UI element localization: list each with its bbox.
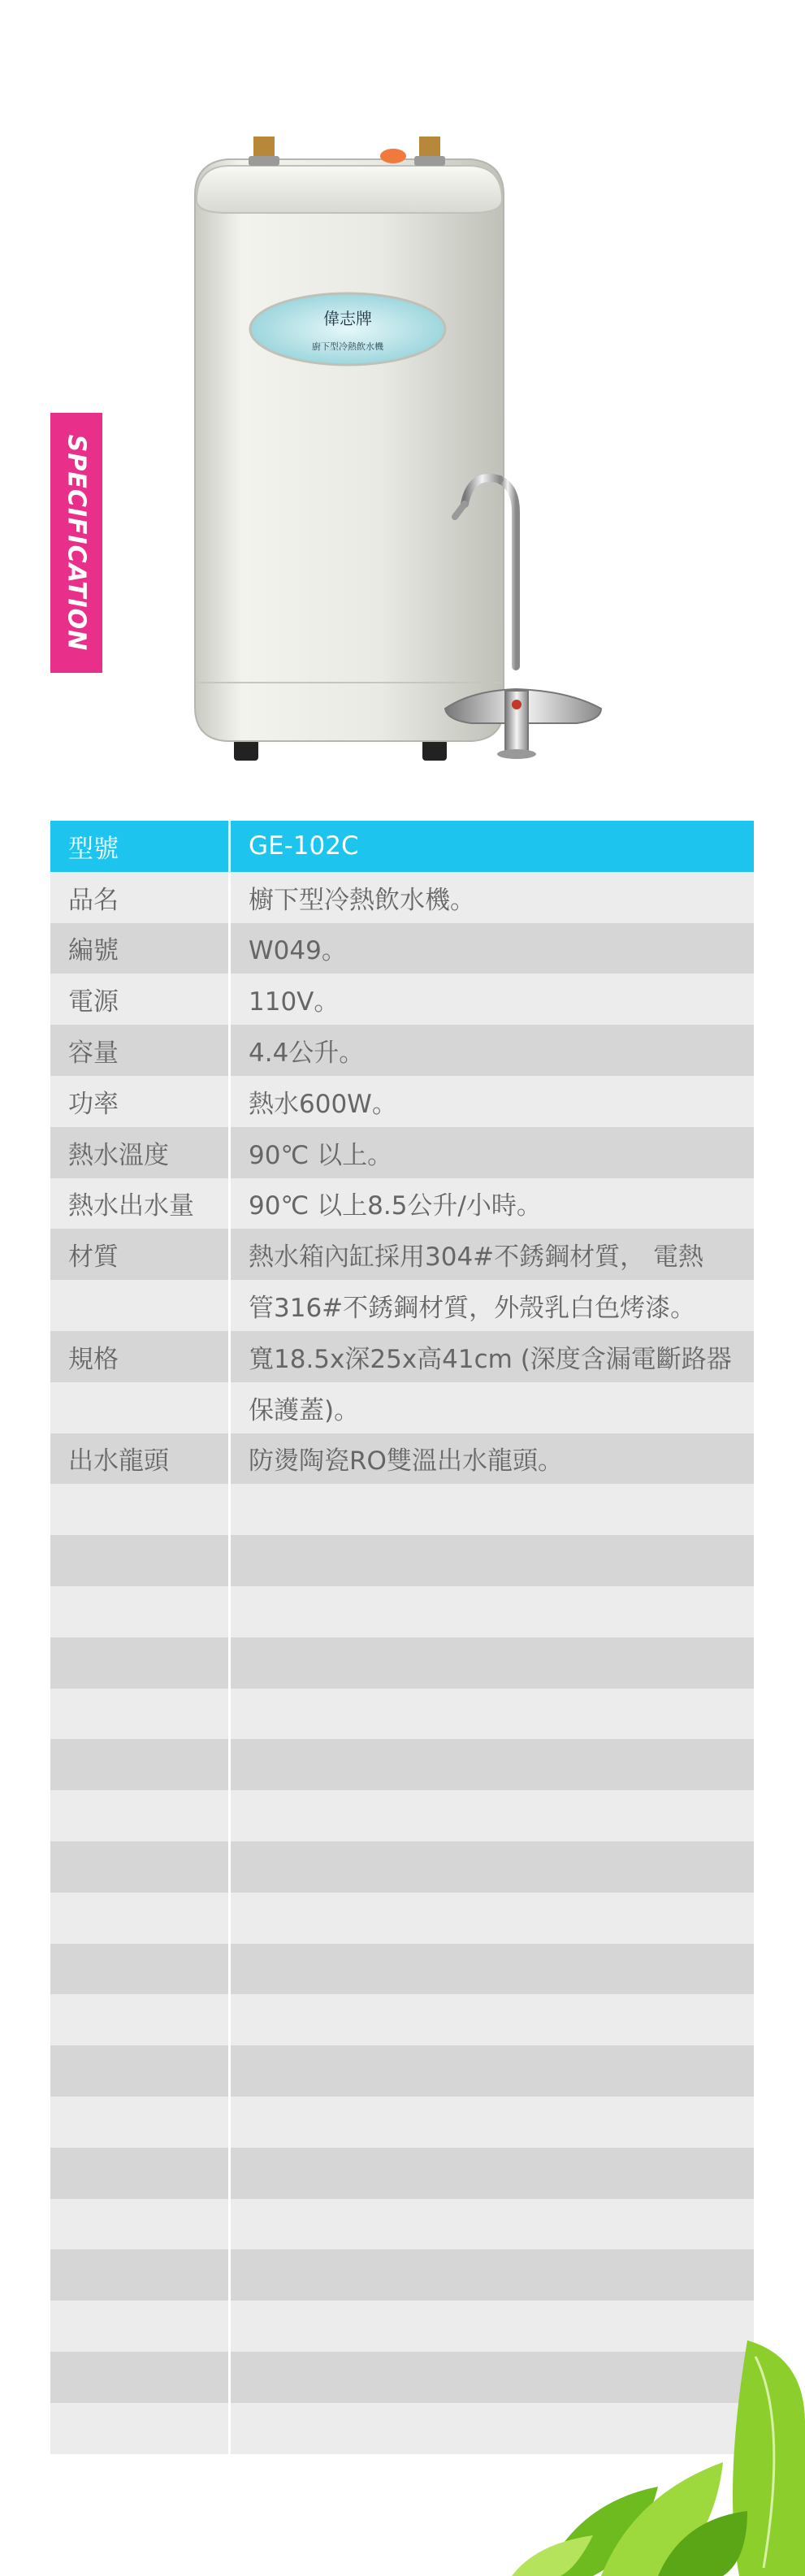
spec-value: 110V。 xyxy=(231,974,754,1025)
spec-row xyxy=(50,923,754,974)
spec-value: 管316#不銹鋼材質，外殼乳白色烤漆。 xyxy=(231,1280,754,1331)
empty-table-row xyxy=(50,2097,754,2148)
empty-table-row xyxy=(50,1790,754,1841)
spec-row xyxy=(50,1229,754,1280)
spec-value: 4.4公升。 xyxy=(231,1025,754,1076)
empty-key-cell xyxy=(50,1586,231,1637)
spec-value: 防燙陶瓷RO雙溫出水龍頭。 xyxy=(231,1433,754,1485)
empty-key-cell xyxy=(50,2301,231,2352)
water-dispenser-image xyxy=(179,122,634,788)
empty-value-cell xyxy=(231,1994,754,2045)
spec-row xyxy=(50,974,754,1025)
empty-key-cell xyxy=(50,1841,231,1893)
spec-key: 功率 xyxy=(50,1076,231,1127)
empty-key-cell xyxy=(50,1944,231,1995)
spec-row xyxy=(50,1076,754,1127)
spec-key: 材質 xyxy=(50,1229,231,1280)
empty-value-cell xyxy=(231,1484,754,1535)
empty-value-cell xyxy=(231,2097,754,2148)
empty-key-cell xyxy=(50,1689,231,1740)
empty-key-cell xyxy=(50,2249,231,2301)
spec-key: 電源 xyxy=(50,974,231,1025)
empty-table-row xyxy=(50,1841,754,1893)
spec-header-value: GE-102C xyxy=(231,821,754,872)
empty-value-cell xyxy=(231,1535,754,1586)
empty-key-cell xyxy=(50,1893,231,1944)
empty-table-row xyxy=(50,2148,754,2199)
spec-key xyxy=(50,1280,231,1331)
specification-label: SPECIFICATION xyxy=(62,434,91,652)
empty-value-cell xyxy=(231,1841,754,1893)
empty-value-cell xyxy=(231,1790,754,1841)
spec-key: 規格 xyxy=(50,1331,231,1382)
spec-key xyxy=(50,1382,231,1433)
empty-key-cell xyxy=(50,2403,231,2454)
panel-text: 廚下型冷熱飲水機 xyxy=(312,341,383,352)
empty-value-cell xyxy=(231,1944,754,1995)
spec-value: W049。 xyxy=(231,923,754,974)
empty-table-row xyxy=(50,2045,754,2097)
brand-label: 偉志牌 xyxy=(323,309,372,328)
empty-key-cell xyxy=(50,1739,231,1790)
spec-row xyxy=(50,1433,754,1485)
spec-header-row xyxy=(50,821,754,872)
spec-value: 熱水600W。 xyxy=(231,1076,754,1127)
empty-table-row xyxy=(50,1739,754,1790)
blank-rows xyxy=(50,1484,754,2453)
spec-key: 編號 xyxy=(50,923,231,974)
empty-table-row xyxy=(50,1586,754,1637)
spec-row xyxy=(50,1280,754,1331)
spec-value: 寬18.5x深25x高41cm (深度含漏電斷路器 xyxy=(231,1331,754,1382)
empty-key-cell xyxy=(50,2097,231,2148)
empty-key-cell xyxy=(50,2352,231,2403)
empty-value-cell xyxy=(231,1637,754,1689)
spec-key: 容量 xyxy=(50,1025,231,1076)
empty-value-cell xyxy=(231,2148,754,2199)
empty-table-row xyxy=(50,1484,754,1535)
specification-table xyxy=(50,821,754,2454)
empty-value-cell xyxy=(231,1689,754,1740)
spec-row xyxy=(50,1025,754,1076)
spec-value: 90℃ 以上。 xyxy=(231,1127,754,1178)
spec-key: 熱水出水量 xyxy=(50,1178,231,1229)
empty-key-cell xyxy=(50,2045,231,2097)
empty-table-row xyxy=(50,2249,754,2301)
empty-key-cell xyxy=(50,2148,231,2199)
empty-table-row xyxy=(50,1689,754,1740)
spec-value: 櫥下型冷熱飲水機。 xyxy=(231,872,754,923)
empty-value-cell xyxy=(231,1739,754,1790)
empty-key-cell xyxy=(50,2199,231,2250)
empty-table-row xyxy=(50,1994,754,2045)
empty-value-cell xyxy=(231,1586,754,1637)
spec-header-key: 型號 xyxy=(50,821,231,872)
spec-row xyxy=(50,1382,754,1433)
empty-table-row xyxy=(50,1944,754,1995)
empty-value-cell xyxy=(231,1893,754,1944)
empty-key-cell xyxy=(50,1790,231,1841)
spec-row xyxy=(50,1127,754,1178)
spec-row xyxy=(50,1178,754,1229)
leaves-decoration xyxy=(479,2324,805,2576)
specification-tab xyxy=(50,413,102,673)
empty-table-row xyxy=(50,2199,754,2250)
empty-table-row xyxy=(50,1535,754,1586)
spec-value: 熱水箱內缸採用304#不銹鋼材質， 電熱 xyxy=(231,1229,754,1280)
empty-value-cell xyxy=(231,2045,754,2097)
spec-row xyxy=(50,872,754,923)
spec-value: 90℃ 以上8.5公升/小時。 xyxy=(231,1178,754,1229)
spec-key: 品名 xyxy=(50,872,231,923)
empty-key-cell xyxy=(50,1484,231,1535)
empty-key-cell xyxy=(50,1535,231,1586)
empty-key-cell xyxy=(50,1994,231,2045)
spec-value: 保護蓋)。 xyxy=(231,1382,754,1433)
spec-row xyxy=(50,1331,754,1382)
empty-value-cell xyxy=(231,2249,754,2301)
empty-table-row xyxy=(50,1893,754,1944)
empty-table-row xyxy=(50,1637,754,1689)
spec-key: 熱水溫度 xyxy=(50,1127,231,1178)
spec-key: 出水龍頭 xyxy=(50,1433,231,1485)
empty-key-cell xyxy=(50,1637,231,1689)
empty-value-cell xyxy=(231,2199,754,2250)
